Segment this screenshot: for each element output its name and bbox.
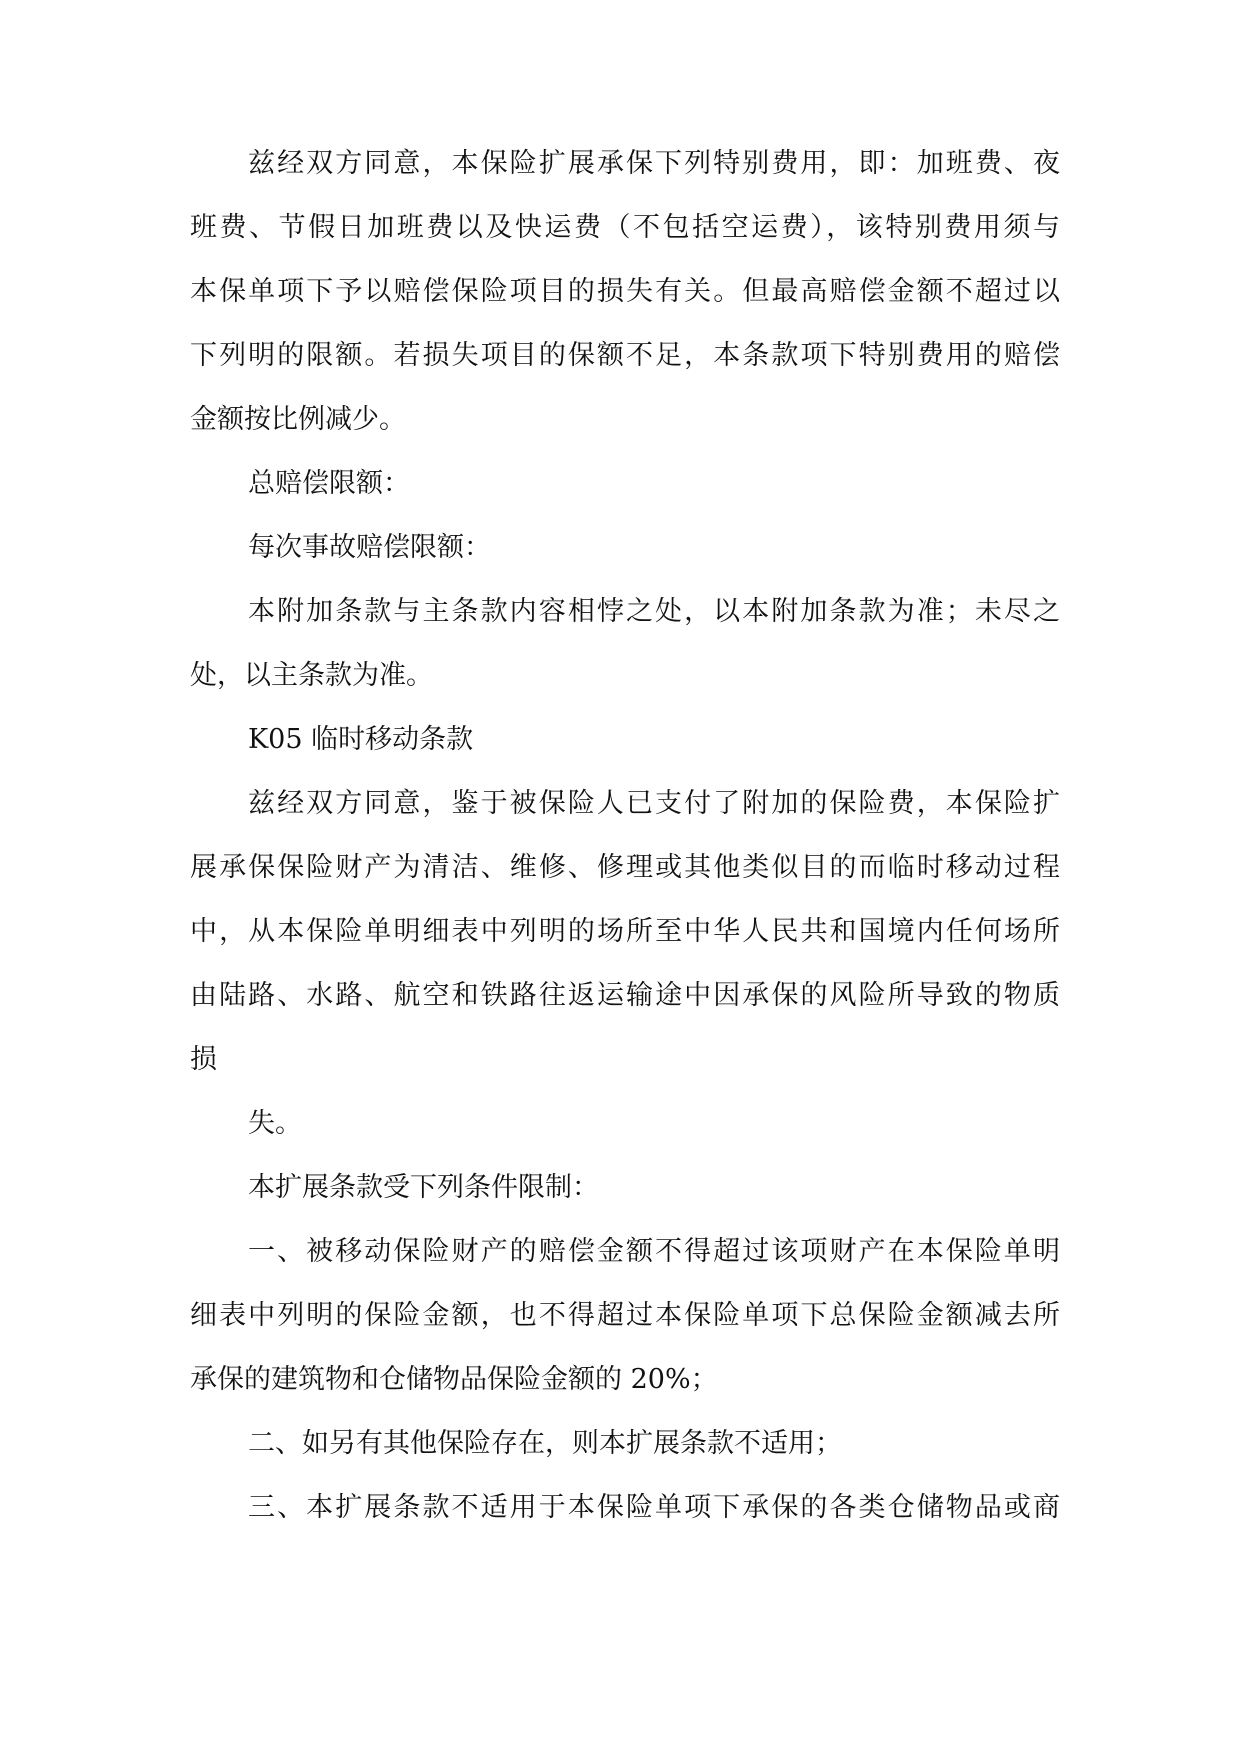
list-item-line: 承保的建筑物和仓储物品保险金额的 20%； xyxy=(190,1364,718,1395)
paragraph-line: 本附加条款与主条款内容相悖之处，以本附加条款为准；未尽之 xyxy=(248,596,1060,627)
paragraph-line: 金额按比例减少。 xyxy=(190,404,406,435)
paragraph-line: 本扩展条款受下列条件限制： xyxy=(248,1172,599,1203)
field-label: 总赔偿限额： xyxy=(248,468,410,499)
list-item-line: 一、被移动保险财产的赔偿金额不得超过该项财产在本保险单明 xyxy=(248,1236,1060,1267)
paragraph-line: 由陆路、水路、航空和铁路往返运输途中因承保的风险所导致的物质 xyxy=(190,980,1060,1011)
clause-heading: K05 临时移动条款 xyxy=(248,724,474,755)
paragraph-line: 处，以主条款为准。 xyxy=(190,660,433,691)
list-item-line: 二、如另有其他保险存在，则本扩展条款不适用； xyxy=(248,1428,842,1459)
paragraph-line: 本保单项下予以赔偿保险项目的损失有关。但最高赔偿金额不超过以 xyxy=(190,276,1060,307)
paragraph-line: 兹经双方同意，本保险扩展承保下列特别费用，即：加班费、夜 xyxy=(248,148,1060,179)
paragraph-line: 下列明的限额。若损失项目的保额不足，本条款项下特别费用的赔偿 xyxy=(190,340,1060,371)
paragraph-line: 班费、节假日加班费以及快运费（不包括空运费），该特别费用须与 xyxy=(190,212,1060,243)
paragraph-line: 失。 xyxy=(248,1108,302,1139)
paragraph-line: 展承保保险财产为清洁、维修、修理或其他类似目的而临时移动过程 xyxy=(190,852,1060,883)
list-item-line: 细表中列明的保险金额，也不得超过本保险单项下总保险金额减去所 xyxy=(190,1300,1060,1331)
paragraph-line: 损 xyxy=(190,1044,217,1075)
paragraph-line: 兹经双方同意，鉴于被保险人已支付了附加的保险费，本保险扩 xyxy=(248,788,1060,819)
paragraph-line: 中，从本保险单明细表中列明的场所至中华人民共和国境内任何场所 xyxy=(190,916,1060,947)
list-item-line: 三、本扩展条款不适用于本保险单项下承保的各类仓储物品或商 xyxy=(248,1492,1060,1523)
field-label: 每次事故赔偿限额： xyxy=(248,532,491,563)
